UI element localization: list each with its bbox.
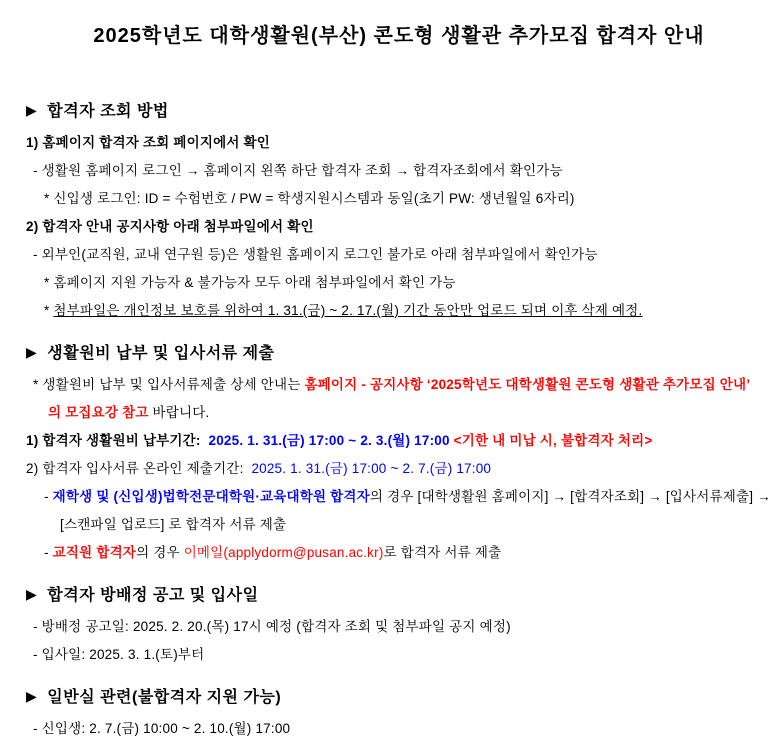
text-line [33,715,774,738]
text-run: 바랍니다. [152,405,210,420]
text-run: - 입사일: 2025. 3. 1.(토)부터 [33,647,205,662]
text-run: * [44,303,54,318]
text-line [33,613,774,641]
text-line [60,511,774,539]
text-run: 의 경우 [대학생활원 홈페이지] → [합격자조회] → [입사서류제출] → [369,489,771,504]
text-run: [스캔파일 업로드] 로 합격자 서류 제출 [60,517,287,532]
text-line [44,483,774,511]
text-line [33,241,774,269]
section-heading [26,96,774,127]
section-heading [26,682,774,713]
text-run: - 방배정 공고일: 2025. 2. 20.(목) 17시 예정 (합격자 조회 및 첨부파일 공지 예정) [33,619,511,634]
text-run: 2) 합격자 입사서류 온라인 제출기간: [26,461,252,476]
text-run: - 외부인(교직원, 교내 연구원 등)은 생활원 홈페이지 로그인 불가로 아래 첨부파일에서 확인가능 [33,247,598,262]
section-heading-text: 일반실 관련(불합격자 지원 가능) [47,689,282,706]
triangle-bullet-icon: ▶ [26,688,38,704]
document-title: 2025학년도 대학생활원(부산) 콘도형 생활관 추가모집 합격자 안내 [93,25,705,47]
text-line [26,427,774,455]
section-heading-text: 합격자 방배정 공고 및 입사일 [47,587,259,604]
text-line [44,269,774,297]
triangle-bullet-icon: ▶ [26,102,38,118]
text-line [33,641,774,669]
text-run: - 신입생: 2. 7.(금) 10:00 ~ 2. 10.(월) 17:00 [33,721,291,736]
text-run: - 생활원 홈페이지 로그인 → 홈페이지 왼쪽 하단 합격자 조회 → 합격자조회에서 확인가능 [33,163,563,178]
text-run: 의 경우 [136,545,184,560]
text-run: * 생활원비 납부 및 입사서류제출 상세 안내는 [33,377,305,392]
text-line [26,455,774,483]
text-line [44,297,774,325]
text-run: 재학생 및 (신입생)법학전문대학원·교육대학원 합격자 [52,489,370,504]
section-1 [24,96,774,325]
section-heading-text: 합격자 조회 방법 [47,103,169,120]
text-run: 첨부파일은 개인정보 보호를 위하여 1. 31.(금) ~ 2. 17.(월) 기간 동안만 업로드 되며 이후 삭제 예정. [53,303,643,318]
text-line [33,157,774,185]
text-run: * 신입생 로그인: ID = 수험번호 / PW = 학생지원시스템과 동일(초기 PW: 생년월일 6자리) [44,191,575,206]
text-line [48,399,774,427]
text-run: 로 합격자 서류 제출 [383,545,502,560]
text-line [26,213,774,241]
text-run: - [44,545,53,560]
text-run: 2) 합격자 안내 공지사항 아래 첨부파일에서 확인 [26,219,314,234]
text-line [44,185,774,213]
text-run: - [44,489,53,504]
triangle-bullet-icon: ▶ [26,586,38,602]
document-body [24,96,774,738]
section-heading-text: 생활원비 납부 및 입사서류 제출 [47,345,275,362]
text-run: 의 모집요강 참고 [48,405,153,420]
text-line [44,539,774,567]
text-run: 이메일(applydorm@pusan.ac.kr) [183,545,384,560]
text-run: 2025. 1. 31.(금) 17:00 ~ 2. 3.(월) 17:00 [208,433,454,448]
section-4 [24,682,774,738]
text-run: * 홈페이지 지원 가능자 & 불가능자 모두 아래 첨부파일에서 확인 가능 [44,275,456,290]
text-line [26,129,774,157]
text-run: 홈페이지 - 공지사항 ‘2025학년도 대학생활원 콘도형 생활관 추가모집 안내’ [304,377,751,392]
text-run: 교직원 합격자 [52,545,137,560]
text-line [33,371,774,399]
section-2 [24,338,774,567]
text-run: 2025. 1. 31.(금) 17:00 ~ 2. 7.(금) 17:00 [251,461,492,476]
section-heading [26,338,774,369]
text-run: 1) 합격자 생활원비 납부기간: [26,433,209,448]
section-3 [24,580,774,669]
section-heading [26,580,774,611]
triangle-bullet-icon: ▶ [26,344,38,360]
text-run: 1) 홈페이지 합격자 조회 페이지에서 확인 [26,135,271,150]
text-run: <기한 내 미납 시, 불합격자 처리> [453,433,653,448]
